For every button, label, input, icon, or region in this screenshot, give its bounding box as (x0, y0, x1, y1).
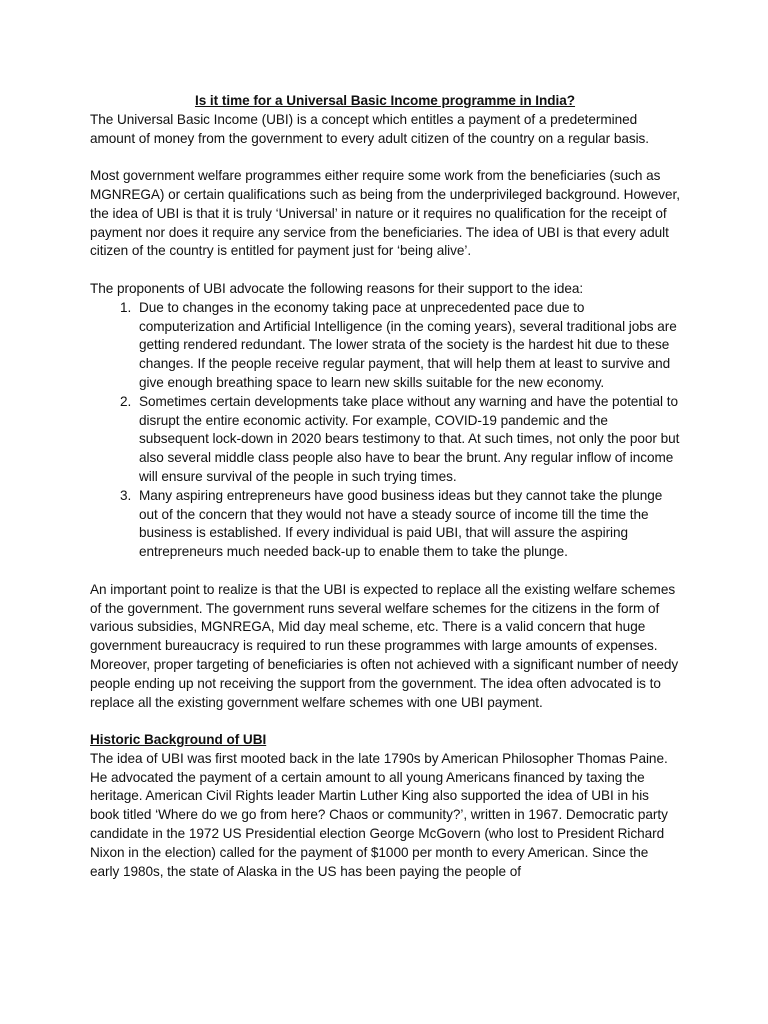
paragraph-spacer (90, 712, 680, 731)
replacement-paragraph: An important point to realize is that the UBI is expected to replace all the existing welfare schemes of the government. The government runs several welfare schemes for the citizens in the form of various subsidies, MGNREGA, Mid day meal scheme, etc. There is a valid concern that huge government bureaucracy is required to run these programmes with large amounts of expenses. Moreover, proper targeting of beneficiaries is often not achieved with a significant number of needy people ending up not receiving the support from the government. The idea often advocated is to replace all the existing government welfare schemes with one UBI payment. (90, 581, 679, 710)
reason-item-3: 3. Many aspiring entrepreneurs have good business ideas but they cannot take the plunge out of the concern that they would not have a steady source of income till the time the business is established. If every individual is paid UBI, that will assure the aspiring entrepreneurs much needed back-up to enable them to take the plunge. (135, 487, 680, 562)
paragraph-spacer (90, 148, 680, 167)
reason-item-1: 1. Due to changes in the economy taking pace at unprecedented pace due to computerization and Artificial Intelligence (in the coming years), several traditional jobs are getting rendered redundant. The lower strata of the society is the hardest hit due to these changes. If the people receive regular payment, that will help them at least to survive and give enough breathing space to learn new skills suitable for the new economy. (135, 299, 680, 393)
document-body (90, 92, 680, 881)
reason-item-2: 2. Sometimes certain developments take place without any warning and have the potential to disrupt the entire economic activity. For example, COVID-19 pandemic and the subsequent lock-down in 2020 bears testimony to that. At such times, not only the poor but also several middle class people also have to bear the brunt. Any regular inflow of income will ensure survival of the people in such trying times. (135, 393, 680, 487)
intro-paragraph: The Universal Basic Income (UBI) is a concept which entitles a payment of a predetermined amount of money from the government to every adult citizen of the country on a regular basis. (90, 111, 650, 146)
welfare-paragraph: Most government welfare programmes either require some work from the beneficiaries (such as MGNREGA) or certain qualifications such as being from the underprivileged background. However, the idea of UBI is that it is truly ‘Universal’ in nature or it requires no qualification for the receipt of payment nor does it require any service from the beneficiaries. The idea of UBI is that every adult citizen of the country is entitled for payment just for ‘being alive’. (90, 168, 680, 259)
document-title: Is it time for a Universal Basic Income programme in India? (194, 93, 576, 108)
list-intro: The proponents of UBI advocate the following reasons for their support to the idea: (90, 280, 584, 296)
history-paragraph: The idea of UBI was first mooted back in the late 1790s by American Philosopher Thomas Paine. He advocated the payment of a certain amount to all young Americans financed by taxing the heritage. American Civil Rights leader Martin Luther King also supported the idea of UBI in his book titled ‘Where do we go from here? Chaos or community?’, written in 1967. Democratic party candidate in the 1972 US Presidential election George McGovern (who lost to President Richard Nixon in the election) called for the payment of $1000 per month to every American. Since the early 1980s, the state of Alaska in the US has been paying the people of (90, 750, 668, 879)
paragraph-spacer (90, 261, 680, 280)
paragraph-spacer (90, 562, 680, 581)
section-heading: Historic Background of UBI (90, 732, 267, 748)
reasons-list (90, 299, 680, 562)
